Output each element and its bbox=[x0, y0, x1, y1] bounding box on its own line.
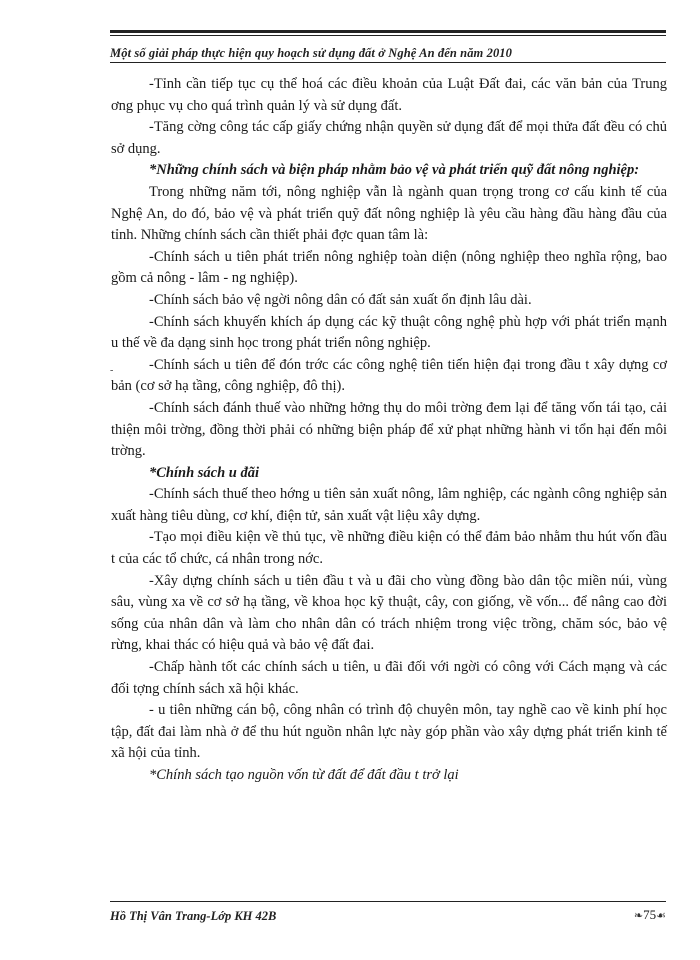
paragraph: -Chính sách u tiên phát triển nông nghiệp toàn diện (nông nghiệp theo nghĩa rộng, bao gồm cả nông - lâm - ng nghiệp). bbox=[111, 248, 667, 287]
paragraph: -Chính sách u tiên để đón trớc các công nghệ tiên tiến hiện đại trong đầu t xây dựng cơ bản (cơ sở hạ tầng, công nghiệp, đô thị). bbox=[111, 356, 667, 395]
ornament-left-icon: ❧ bbox=[633, 910, 644, 922]
paragraph: -Tăng cờng công tác cấp giấy chứng nhận quyền sử dụng đất để mọi thửa đất đều có chủ sở dụng. bbox=[111, 119, 667, 157]
header-rule-thin bbox=[110, 35, 666, 36]
paragraph: -Chính sách khuyến khích áp dụng các kỹ thuật công nghệ phù hợp với phát triển mạnh u thế về đa dạng sinh học trong phát triển nông nghiệp. bbox=[111, 313, 667, 352]
paragraph: -Tạo mọi điều kiện về thủ tục, về những điều kiện có thể đảm bảo nhằm thu hút vốn đầu t của các tổ chức, cá nhân trong nớc. bbox=[111, 529, 667, 568]
footer-rule bbox=[110, 901, 666, 902]
header-rule-bottom bbox=[110, 62, 666, 63]
paragraph: -Chính sách thuế theo hớng u tiên sản xuất nông, lâm nghiệp, các ngành công nghiệp sản xuất hàng tiêu dùng, cơ khí, điện tử, sản xuất vật liệu xây dựng. bbox=[111, 486, 667, 524]
paragraph: -Chính sách đánh thuế vào những hởng thụ do môi trờng đem lại để tăng vốn tái tạo, cải thiện môi trờng, đồng thời phải có những biện pháp để xử phạt những hành vi tổn hại đến môi trờng. bbox=[111, 399, 667, 460]
page-number-block bbox=[634, 907, 666, 923]
footer-author: Hồ Thị Vân Trang-Lớp KH 42B bbox=[110, 909, 277, 923]
page-footer bbox=[110, 901, 666, 931]
header-title: Một số giải pháp thực hiện quy hoạch sử dụng đất ở Nghệ An đến năm 2010 bbox=[110, 46, 513, 60]
section-heading: *Chính sách tạo nguồn vốn từ đất để đất đầu t trở lại bbox=[149, 767, 459, 783]
section-heading: *Chính sách u đãi bbox=[149, 464, 260, 481]
ornament-right-icon: ☙ bbox=[656, 910, 666, 922]
paragraph: -Xây dựng chính sách u tiên đầu t và u đãi cho vùng đồng bào dân tộc miền núi, vùng sâu, vùng xa về cơ sở hạ tầng, về khoa học kỹ thuật, cây, con giống, về vốn... để nâng cao đời sống của nhân dân và làm cho nhân dân có trách nhiệm trong việc trồng, chăm sóc, bảo vệ rừng, khai thác có hiệu quả và bảo vệ đất đai. bbox=[111, 572, 667, 654]
paragraph: Trong những năm tới, nông nghiệp vẫn là ngành quan trọng trong cơ cấu kinh tế của Nghệ An, do đó, bảo vệ và phát triển quỹ đất nông nghiệp là yêu cầu hàng đầu hàng đầu của tỉnh. Những chính sách cần thiết phải đợc quan tâm là: bbox=[111, 183, 667, 244]
paragraph: - u tiên những cán bộ, công nhân có trình độ chuyên môn, tay nghề cao về kinh phí học tập, đất đai làm nhà ở để thu hút nguồn nhân lực này góp phần vào xây dựng phát triển kinh tế xã hội của tỉnh. bbox=[111, 702, 667, 762]
document-body bbox=[111, 74, 667, 787]
paragraph: -Chấp hành tốt các chính sách u tiên, u đãi đối với ngời có công với Cách mạng và các đối tợng chính sách xã hội khác. bbox=[111, 659, 667, 697]
paragraph: -Tỉnh cần tiếp tục cụ thể hoá các điều khoản của Luật Đất đai, các văn bản của Trung ơng phục vụ cho quá trình quản lý và sử dụng đất. bbox=[111, 76, 667, 114]
header-rule-thick bbox=[110, 30, 666, 33]
margin-mark: - bbox=[110, 365, 114, 376]
paragraph: -Chính sách bảo vệ ngời nông dân có đất sản xuất ổn định lâu dài. bbox=[149, 291, 532, 308]
page-header bbox=[110, 30, 666, 64]
page-number: 75 bbox=[643, 907, 657, 922]
section-heading: *Những chính sách và biện pháp nhằm bảo vệ và phát triển quỹ đất nông nghiệp: bbox=[149, 162, 640, 179]
